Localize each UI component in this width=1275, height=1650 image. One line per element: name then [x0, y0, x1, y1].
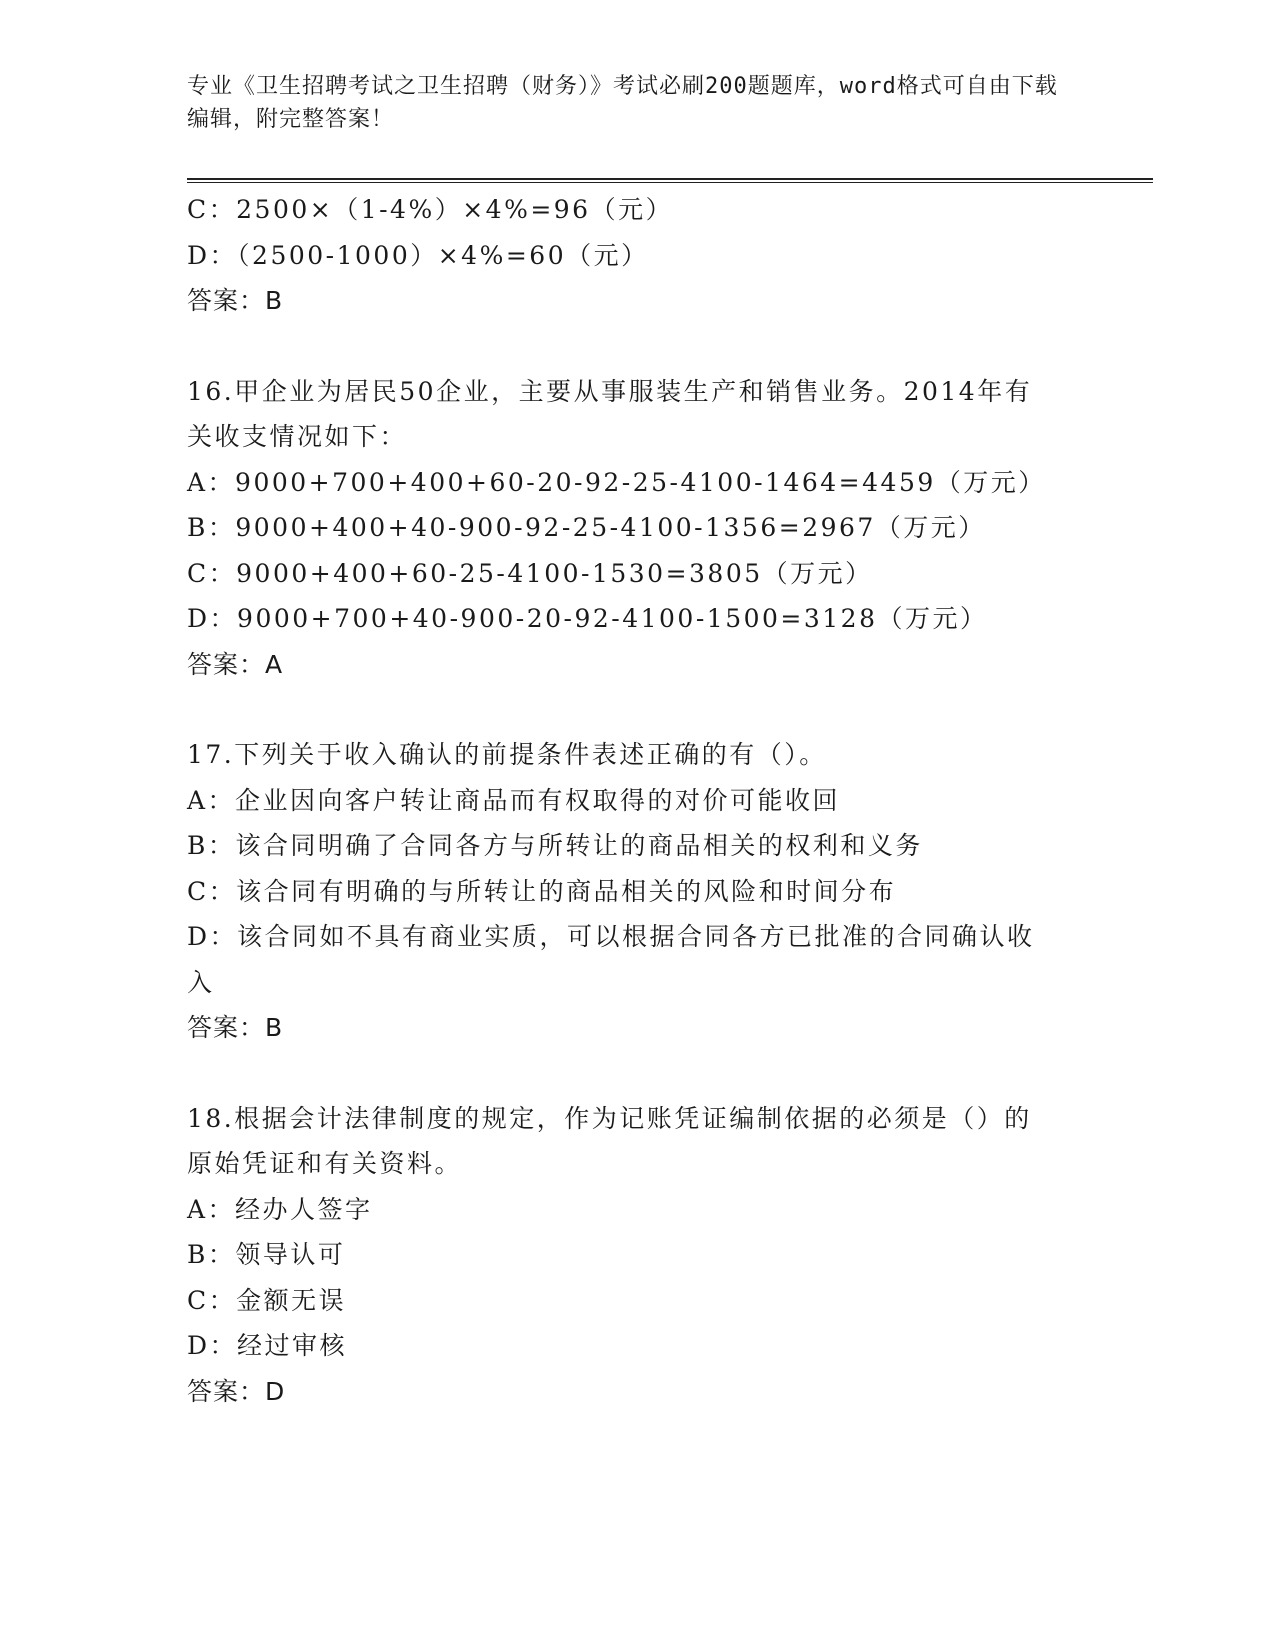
option-c: C：该合同有明确的与所转让的商品相关的风险和时间分布	[187, 876, 897, 906]
option-b: B：领导认可	[187, 1240, 346, 1269]
option-d: D：（2500-1000）×4%=60（元）	[187, 240, 649, 270]
answer-line: 答案：B	[187, 1013, 284, 1042]
spacer	[187, 687, 1087, 732]
answer-line: 答案：B	[187, 286, 284, 315]
option-a: A：9000+700+400+60-20-92-25-4100-1464=4459（万元）	[187, 467, 1046, 497]
question-15-tail	[187, 187, 1087, 324]
option-d: D：经过审核	[187, 1331, 348, 1360]
spacer	[187, 324, 1087, 369]
question-stem: 16.甲企业为居民50企业，主要从事服装生产和销售业务。2014年有	[187, 376, 1033, 406]
question-stem: 关收支情况如下：	[187, 422, 408, 451]
header-divider-thin	[187, 182, 1153, 183]
option-b: B：9000+400+40-900-92-25-4100-1356=2967（万元）	[187, 513, 986, 542]
answer-line: 答案：D	[187, 1376, 286, 1406]
question-stem: 原始凭证和有关资料。	[187, 1149, 463, 1178]
option-a: A：企业因向客户转让商品而有权取得的对价可能收回	[187, 785, 841, 815]
question-16	[187, 369, 1087, 688]
header-divider-thick	[187, 178, 1153, 180]
question-stem: 17.下列关于收入确认的前提条件表述正确的有（）。	[187, 740, 827, 769]
question-stem: 18.根据会计法律制度的规定，作为记账凭证编制依据的必须是（）的	[187, 1103, 1032, 1133]
question-18	[187, 1096, 1087, 1415]
option-d: D：9000+700+40-900-20-92-4100-1500=3128（万元）	[187, 604, 988, 633]
option-d: D：该合同如不具有商业实质，可以根据合同各方已批准的合同确认收	[187, 922, 1035, 951]
answer-line: 答案：A	[187, 649, 284, 679]
spacer	[187, 1051, 1087, 1096]
option-b: B：该合同明确了合同各方与所转让的商品相关的权利和义务	[187, 831, 923, 860]
option-c: C：2500×（1-4%）×4%=96（元）	[187, 195, 674, 224]
option-d-continued: 入	[187, 967, 215, 997]
option-a: A：经办人签字	[187, 1194, 373, 1224]
document-header: 专业《卫生招聘考试之卫生招聘（财务）》考试必刷200题题库，word格式可自由下载编辑，附完整答案！	[187, 74, 1058, 132]
option-c: C：金额无误	[187, 1285, 347, 1315]
question-17	[187, 732, 1087, 1051]
document-body	[187, 187, 1087, 1414]
option-c: C：9000+400+60-25-4100-1530=3805（万元）	[187, 558, 873, 588]
